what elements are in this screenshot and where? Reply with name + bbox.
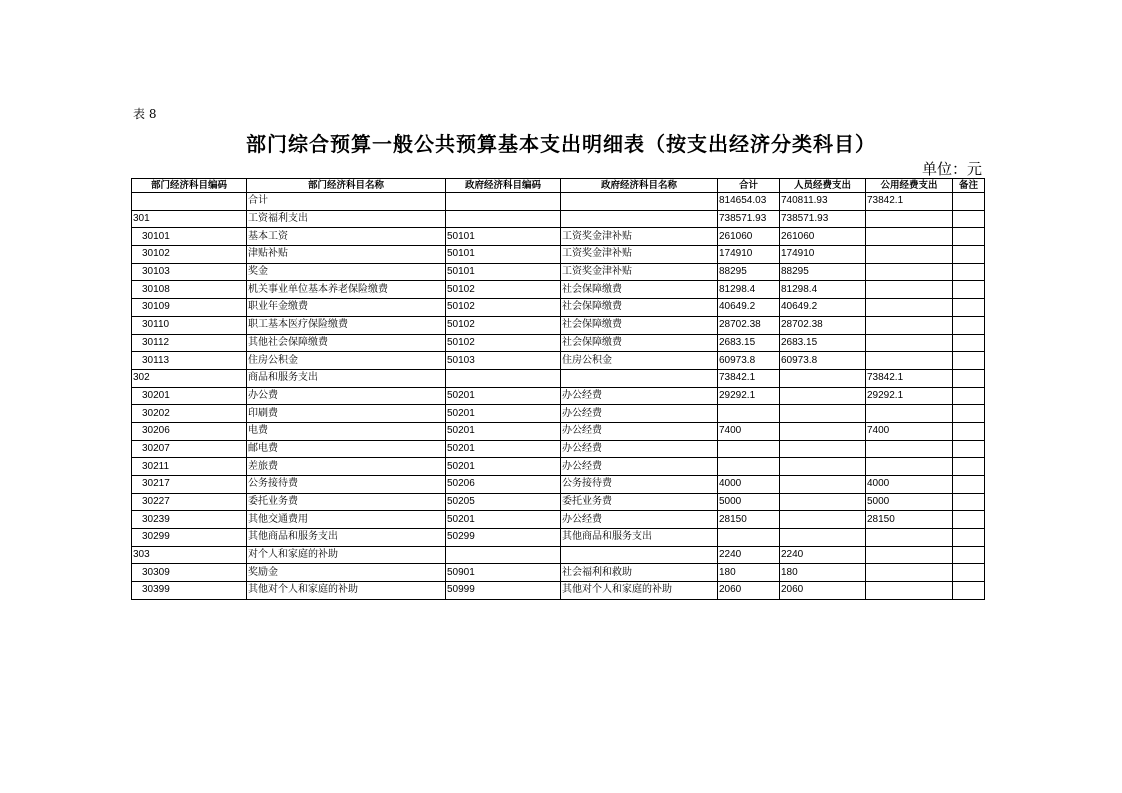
table-row xyxy=(132,369,985,387)
table-row xyxy=(132,263,985,281)
total-cell: 60973.8 xyxy=(718,352,780,370)
total-cell: 738571.93 xyxy=(718,210,780,228)
gov-code-cell: 50102 xyxy=(446,334,561,352)
note-cell xyxy=(953,210,985,228)
dept-code-cell: 30113 xyxy=(132,352,247,370)
column-header: 部门经济科目编码 xyxy=(132,179,247,193)
public-cell xyxy=(866,458,953,476)
total-cell xyxy=(718,440,780,458)
table-row xyxy=(132,246,985,264)
personnel-cell: 60973.8 xyxy=(780,352,866,370)
personnel-cell xyxy=(780,511,866,529)
gov-name-cell: 办公经费 xyxy=(561,387,718,405)
note-cell xyxy=(953,476,985,494)
gov-code-cell: 50206 xyxy=(446,476,561,494)
note-cell xyxy=(953,405,985,423)
gov-name-cell: 住房公积金 xyxy=(561,352,718,370)
total-cell: 4000 xyxy=(718,476,780,494)
total-cell: 2240 xyxy=(718,546,780,564)
dept-code-cell: 30110 xyxy=(132,316,247,334)
dept-name-cell: 办公费 xyxy=(247,387,446,405)
public-cell xyxy=(866,299,953,317)
personnel-cell xyxy=(780,493,866,511)
dept-name-cell: 委托业务费 xyxy=(247,493,446,511)
gov-code-cell: 50101 xyxy=(446,246,561,264)
total-cell: 261060 xyxy=(718,228,780,246)
dept-code-cell: 30202 xyxy=(132,405,247,423)
gov-name-cell: 办公经费 xyxy=(561,422,718,440)
total-cell: 180 xyxy=(718,564,780,582)
table-row xyxy=(132,387,985,405)
dept-name-cell: 商品和服务支出 xyxy=(247,369,446,387)
dept-code-cell: 30103 xyxy=(132,263,247,281)
public-cell: 4000 xyxy=(866,476,953,494)
dept-code-cell: 30201 xyxy=(132,387,247,405)
public-cell: 5000 xyxy=(866,493,953,511)
note-cell xyxy=(953,440,985,458)
total-cell xyxy=(718,529,780,547)
table-row xyxy=(132,546,985,564)
note-cell xyxy=(953,263,985,281)
note-cell xyxy=(953,369,985,387)
note-cell xyxy=(953,299,985,317)
table-row xyxy=(132,281,985,299)
table-row xyxy=(132,529,985,547)
total-cell: 28702.38 xyxy=(718,316,780,334)
gov-name-cell: 办公经费 xyxy=(561,440,718,458)
dept-name-cell: 邮电费 xyxy=(247,440,446,458)
dept-name-cell: 其他对个人和家庭的补助 xyxy=(247,582,446,600)
dept-code-cell: 30102 xyxy=(132,246,247,264)
table-row xyxy=(132,422,985,440)
table-row xyxy=(132,352,985,370)
dept-code-cell: 30207 xyxy=(132,440,247,458)
gov-code-cell: 50201 xyxy=(446,387,561,405)
column-header: 人员经费支出 xyxy=(780,179,866,193)
dept-code-cell: 302 xyxy=(132,369,247,387)
page-title: 部门综合预算一般公共预算基本支出明细表（按支出经济分类科目） xyxy=(246,132,876,156)
note-cell xyxy=(953,422,985,440)
personnel-cell: 180 xyxy=(780,564,866,582)
public-cell xyxy=(866,582,953,600)
gov-name-cell: 工资奖金津补贴 xyxy=(561,246,718,264)
gov-name-cell xyxy=(561,210,718,228)
personnel-cell: 261060 xyxy=(780,228,866,246)
gov-name-cell xyxy=(561,369,718,387)
table-body xyxy=(132,193,985,600)
dept-code-cell: 30108 xyxy=(132,281,247,299)
table-row xyxy=(132,299,985,317)
dept-name-cell: 公务接待费 xyxy=(247,476,446,494)
gov-name-cell: 办公经费 xyxy=(561,405,718,423)
public-cell xyxy=(866,210,953,228)
table-label: 表 8 xyxy=(133,107,157,121)
note-cell xyxy=(953,529,985,547)
public-cell xyxy=(866,281,953,299)
public-cell xyxy=(866,529,953,547)
gov-name-cell: 社会保障缴费 xyxy=(561,316,718,334)
note-cell xyxy=(953,193,985,211)
gov-name-cell: 办公经费 xyxy=(561,511,718,529)
public-cell: 28150 xyxy=(866,511,953,529)
gov-code-cell: 50101 xyxy=(446,228,561,246)
gov-code-cell: 50103 xyxy=(446,352,561,370)
personnel-cell: 40649.2 xyxy=(780,299,866,317)
public-cell xyxy=(866,352,953,370)
personnel-cell xyxy=(780,422,866,440)
dept-name-cell: 电费 xyxy=(247,422,446,440)
table-row xyxy=(132,476,985,494)
column-header: 部门经济科目名称 xyxy=(247,179,446,193)
expenditure-detail-table xyxy=(131,178,985,600)
personnel-cell: 81298.4 xyxy=(780,281,866,299)
dept-name-cell: 职业年金缴费 xyxy=(247,299,446,317)
table-row xyxy=(132,511,985,529)
note-cell xyxy=(953,352,985,370)
total-cell: 73842.1 xyxy=(718,369,780,387)
public-cell: 73842.1 xyxy=(866,369,953,387)
public-cell: 7400 xyxy=(866,422,953,440)
personnel-cell: 2060 xyxy=(780,582,866,600)
gov-code-cell xyxy=(446,546,561,564)
personnel-cell: 28702.38 xyxy=(780,316,866,334)
table-row xyxy=(132,493,985,511)
personnel-cell: 88295 xyxy=(780,263,866,281)
public-cell xyxy=(866,405,953,423)
table-row xyxy=(132,440,985,458)
gov-code-cell xyxy=(446,210,561,228)
total-cell: 28150 xyxy=(718,511,780,529)
public-cell xyxy=(866,564,953,582)
total-cell: 5000 xyxy=(718,493,780,511)
personnel-cell xyxy=(780,387,866,405)
dept-name-cell: 合计 xyxy=(247,193,446,211)
public-cell xyxy=(866,440,953,458)
dept-name-cell: 印刷费 xyxy=(247,405,446,423)
gov-name-cell: 社会保障缴费 xyxy=(561,334,718,352)
column-header: 政府经济科目编码 xyxy=(446,179,561,193)
gov-code-cell: 50201 xyxy=(446,440,561,458)
personnel-cell: 738571.93 xyxy=(780,210,866,228)
gov-code-cell: 50102 xyxy=(446,281,561,299)
dept-code-cell: 30399 xyxy=(132,582,247,600)
dept-name-cell: 差旅费 xyxy=(247,458,446,476)
total-cell: 2060 xyxy=(718,582,780,600)
dept-code-cell: 301 xyxy=(132,210,247,228)
dept-name-cell: 基本工资 xyxy=(247,228,446,246)
gov-code-cell: 50201 xyxy=(446,511,561,529)
column-header: 合计 xyxy=(718,179,780,193)
dept-name-cell: 机关事业单位基本养老保险缴费 xyxy=(247,281,446,299)
gov-code-cell: 50101 xyxy=(446,263,561,281)
dept-code-cell: 30309 xyxy=(132,564,247,582)
note-cell xyxy=(953,582,985,600)
gov-code-cell: 50201 xyxy=(446,405,561,423)
table-header-row xyxy=(132,179,985,193)
gov-name-cell: 工资奖金津补贴 xyxy=(561,228,718,246)
personnel-cell: 174910 xyxy=(780,246,866,264)
note-cell xyxy=(953,334,985,352)
note-cell xyxy=(953,228,985,246)
note-cell xyxy=(953,458,985,476)
table-row xyxy=(132,316,985,334)
personnel-cell xyxy=(780,476,866,494)
public-cell: 73842.1 xyxy=(866,193,953,211)
personnel-cell: 2240 xyxy=(780,546,866,564)
dept-code-cell: 303 xyxy=(132,546,247,564)
total-cell xyxy=(718,405,780,423)
total-cell: 7400 xyxy=(718,422,780,440)
table-row xyxy=(132,582,985,600)
total-cell xyxy=(718,458,780,476)
dept-code-cell: 30112 xyxy=(132,334,247,352)
gov-name-cell: 社会保障缴费 xyxy=(561,299,718,317)
table-row xyxy=(132,405,985,423)
dept-code-cell: 30211 xyxy=(132,458,247,476)
gov-code-cell: 50201 xyxy=(446,458,561,476)
dept-code-cell: 30299 xyxy=(132,529,247,547)
dept-code-cell: 30101 xyxy=(132,228,247,246)
dept-code-cell: 30217 xyxy=(132,476,247,494)
gov-name-cell: 社会保障缴费 xyxy=(561,281,718,299)
column-header: 政府经济科目名称 xyxy=(561,179,718,193)
dept-name-cell: 津贴补贴 xyxy=(247,246,446,264)
table-row xyxy=(132,193,985,211)
dept-name-cell: 其他商品和服务支出 xyxy=(247,529,446,547)
dept-name-cell: 职工基本医疗保险缴费 xyxy=(247,316,446,334)
gov-name-cell: 办公经费 xyxy=(561,458,718,476)
gov-code-cell xyxy=(446,369,561,387)
total-cell: 88295 xyxy=(718,263,780,281)
personnel-cell xyxy=(780,369,866,387)
note-cell xyxy=(953,564,985,582)
gov-code-cell xyxy=(446,193,561,211)
table-row xyxy=(132,228,985,246)
gov-code-cell: 50102 xyxy=(446,316,561,334)
table-row xyxy=(132,458,985,476)
note-cell xyxy=(953,493,985,511)
gov-name-cell xyxy=(561,193,718,211)
personnel-cell xyxy=(780,529,866,547)
gov-code-cell: 50102 xyxy=(446,299,561,317)
column-header: 备注 xyxy=(953,179,985,193)
public-cell: 29292.1 xyxy=(866,387,953,405)
note-cell xyxy=(953,546,985,564)
note-cell xyxy=(953,246,985,264)
gov-name-cell: 委托业务费 xyxy=(561,493,718,511)
column-header: 公用经费支出 xyxy=(866,179,953,193)
total-cell: 40649.2 xyxy=(718,299,780,317)
dept-name-cell: 住房公积金 xyxy=(247,352,446,370)
gov-name-cell: 工资奖金津补贴 xyxy=(561,263,718,281)
note-cell xyxy=(953,511,985,529)
gov-name-cell: 其他商品和服务支出 xyxy=(561,529,718,547)
table-row xyxy=(132,564,985,582)
note-cell xyxy=(953,316,985,334)
total-cell: 81298.4 xyxy=(718,281,780,299)
gov-name-cell: 公务接待费 xyxy=(561,476,718,494)
total-cell: 814654.03 xyxy=(718,193,780,211)
dept-name-cell: 奖励金 xyxy=(247,564,446,582)
public-cell xyxy=(866,316,953,334)
dept-name-cell: 工资福利支出 xyxy=(247,210,446,228)
public-cell xyxy=(866,546,953,564)
unit-label: 单位：元 xyxy=(921,160,982,178)
public-cell xyxy=(866,246,953,264)
personnel-cell xyxy=(780,405,866,423)
total-cell: 29292.1 xyxy=(718,387,780,405)
gov-name-cell xyxy=(561,546,718,564)
personnel-cell xyxy=(780,440,866,458)
total-cell: 174910 xyxy=(718,246,780,264)
gov-code-cell: 50901 xyxy=(446,564,561,582)
public-cell xyxy=(866,334,953,352)
total-cell: 2683.15 xyxy=(718,334,780,352)
dept-code-cell: 30227 xyxy=(132,493,247,511)
dept-name-cell: 其他社会保障缴费 xyxy=(247,334,446,352)
personnel-cell xyxy=(780,458,866,476)
dept-name-cell: 奖金 xyxy=(247,263,446,281)
dept-name-cell: 对个人和家庭的补助 xyxy=(247,546,446,564)
gov-code-cell: 50205 xyxy=(446,493,561,511)
table-row xyxy=(132,334,985,352)
gov-name-cell: 社会福利和救助 xyxy=(561,564,718,582)
table-row xyxy=(132,210,985,228)
personnel-cell: 2683.15 xyxy=(780,334,866,352)
dept-code-cell: 30239 xyxy=(132,511,247,529)
public-cell xyxy=(866,263,953,281)
gov-code-cell: 50999 xyxy=(446,582,561,600)
dept-code-cell: 30206 xyxy=(132,422,247,440)
note-cell xyxy=(953,387,985,405)
note-cell xyxy=(953,281,985,299)
gov-code-cell: 50201 xyxy=(446,422,561,440)
dept-code-cell xyxy=(132,193,247,211)
dept-code-cell: 30109 xyxy=(132,299,247,317)
public-cell xyxy=(866,228,953,246)
dept-name-cell: 其他交通费用 xyxy=(247,511,446,529)
personnel-cell: 740811.93 xyxy=(780,193,866,211)
gov-name-cell: 其他对个人和家庭的补助 xyxy=(561,582,718,600)
gov-code-cell: 50299 xyxy=(446,529,561,547)
